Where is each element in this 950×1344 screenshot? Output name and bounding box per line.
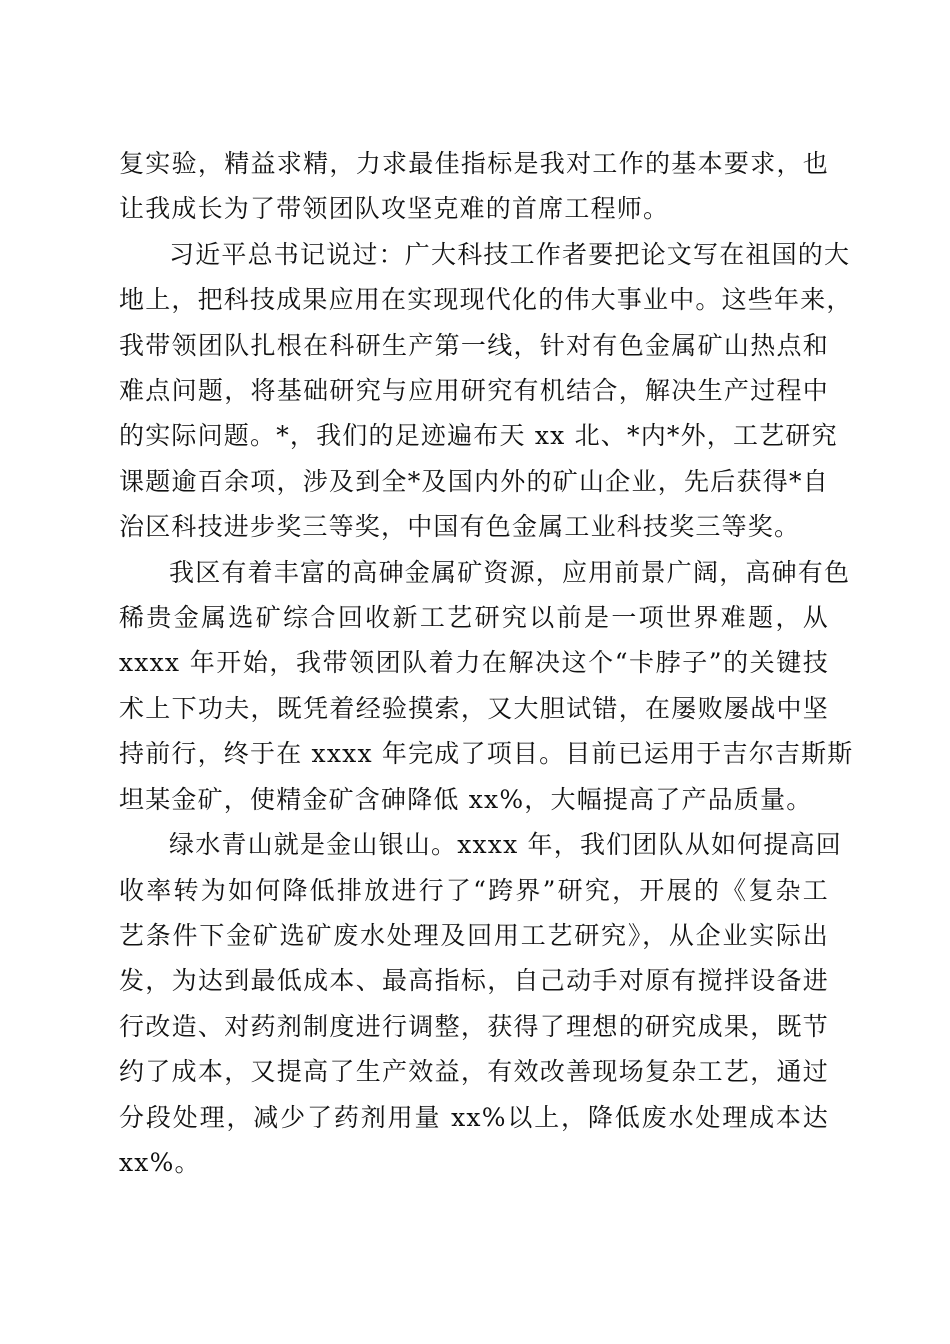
paragraph-3 [119,550,854,822]
text-line: 术上下功夫，既凭着经验摸索，又大胆试错，在屡败屡战中坚 [119,693,829,723]
text-line: 行改造、对药剂制度进行调整，获得了理想的研究成果，既节 [119,1011,829,1041]
text-line: 持前行，终于在 xxxx 年完成了项目。目前已运用于吉尔吉斯斯 [119,739,854,769]
text-line: 让我成长为了带领团队攻坚克难的首席工程师。 [119,194,670,224]
text-line: 收率转为如何降低排放进行了“跨界”研究，开展的《复杂工 [119,875,829,905]
text-line: 我带领团队扎根在科研生产第一线，针对有色金属矿山热点和 [119,330,829,360]
text-line: 复实验，精益求精，力求最佳指标是我对工作的基本要求，也 [119,149,829,178]
text-line: 分段处理，减少了药剂用量 xx%以上，降低废水处理成本达 [119,1102,829,1132]
document-body [119,141,854,1185]
text-line: 坦某金矿，使精金矿含砷降低 xx%，大幅提高了产品质量。 [119,784,813,814]
text-line: 艺条件下金矿选矿废水处理及回用工艺研究》，从企业实际出 [119,920,829,950]
text-line: 的实际问题。*，我们的足迹遍布天 xx 北、*内*外，工艺研究 [119,421,838,451]
text-line: 地上，把科技成果应用在实现现代化的伟大事业中。这些年来， [119,285,853,315]
text-line: xxxx 年开始，我带领团队着力在解决这个“卡脖子”的关键技 [119,648,829,678]
text-line: 绿水青山就是金山银山。xxxx 年，我们团队从如何提高回 [169,830,842,860]
text-line: 发，为达到最低成本、最高指标，自己动手对原有搅拌设备进 [119,966,829,996]
paragraph-4 [119,822,842,1185]
paragraph-2 [119,232,853,550]
text-line: 治区科技进步奖三等奖，中国有色金属工业科技奖三等奖。 [119,512,801,542]
paragraph-1 [119,141,829,232]
text-line: 课题逾百余项，涉及到全*及国内外的矿山企业，先后获得*自 [119,466,829,496]
text-line: 难点问题，将基础研究与应用研究有机结合，解决生产过程中 [119,376,829,406]
text-line: xx%。 [119,1147,201,1177]
text-line: 约了成本，又提高了生产效益，有效改善现场复杂工艺，通过 [119,1057,829,1087]
text-line: 我区有着丰富的高砷金属矿资源，应用前景广阔，高砷有色 [169,557,851,587]
text-line: 稀贵金属选矿综合回收新工艺研究以前是一项世界难题，从 [119,603,829,633]
text-line: 习近平总书记说过：广大科技工作者要把论文写在祖国的大 [169,239,851,269]
